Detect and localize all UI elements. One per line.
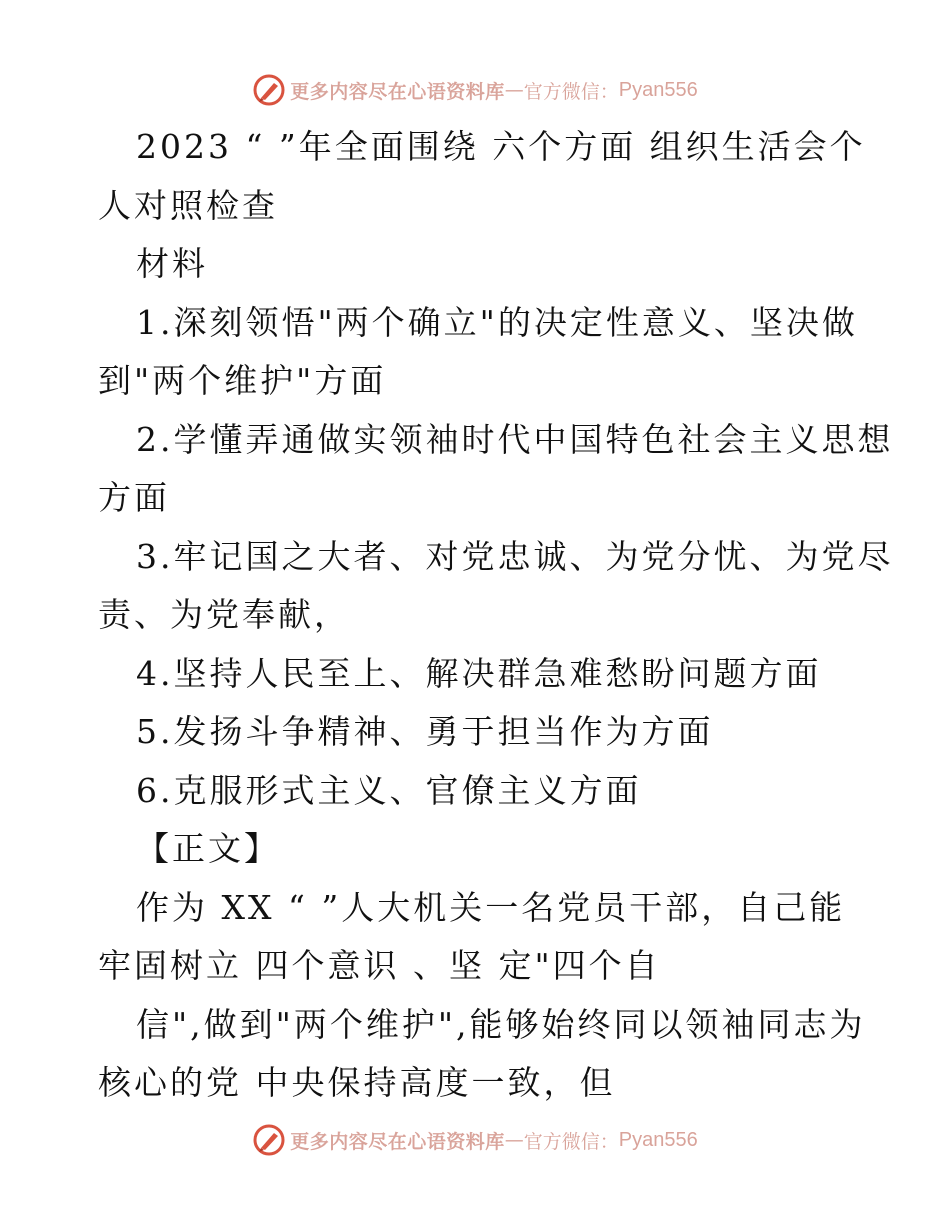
watermark-footer <box>0 1120 950 1160</box>
item-3-line-1: 3.牢记国之大者、对党忠诚、为党分忧、为党尽 <box>136 536 894 576</box>
watermark-wechat-id: Pyan556 <box>618 1128 698 1151</box>
item-2-line-2: 方面 <box>98 478 170 517</box>
body-heading: 【正文】 <box>136 829 280 868</box>
pen-logo-icon <box>252 73 286 107</box>
item-2-line-1: 2.学懂弄通做实领袖时代中国特色社会主义思想 <box>136 419 894 459</box>
item-6: 6.克服形式主义、官僚主义方面 <box>136 770 642 810</box>
body-line-4: 核心的党 中央保持高度一致，但 <box>98 1063 616 1102</box>
item-4: 4.坚持人民至上、解决群急难愁盼问题方面 <box>136 653 822 693</box>
title-line-1: 2023 “ ”年全面围绕 六个方面 组织生活会个 <box>136 127 866 166</box>
body-line-3: 信",做到"两个维护",能够始终同以领袖同志为 <box>136 1004 866 1044</box>
item-1-line-2: 到"两个维护"方面 <box>98 361 387 400</box>
item-3-line-2: 责、为党奉献， <box>98 595 350 634</box>
body-line-2: 牢固树立 四个意识 、坚 定"四个自 <box>98 946 661 985</box>
watermark-separator: — <box>504 1129 524 1151</box>
watermark-wechat-label: 官方微信： <box>523 80 619 103</box>
watermark-header <box>0 70 950 110</box>
item-5: 5.发扬斗争精神、勇于担当作为方面 <box>136 712 714 751</box>
pen-logo-icon <box>252 1123 286 1157</box>
body-line-1: 作为 XX “ ”人大机关一名党员干部，自己能 <box>136 887 846 927</box>
watermark-wechat-label: 官方微信： <box>523 1130 619 1153</box>
watermark-wechat-id: Pyan556 <box>618 78 698 101</box>
watermark-library-text: 更多内容尽在心语资料库 <box>290 80 505 103</box>
watermark-separator: — <box>504 79 524 101</box>
item-1-line-1: 1.深刻领悟"两个确立"的决定性意义、坚决做 <box>136 302 858 342</box>
title-line-3: 材料 <box>136 244 208 283</box>
watermark-library-text: 更多内容尽在心语资料库 <box>290 1130 505 1153</box>
title-line-2: 人对照检查 <box>98 185 278 225</box>
document-body <box>98 118 894 1113</box>
